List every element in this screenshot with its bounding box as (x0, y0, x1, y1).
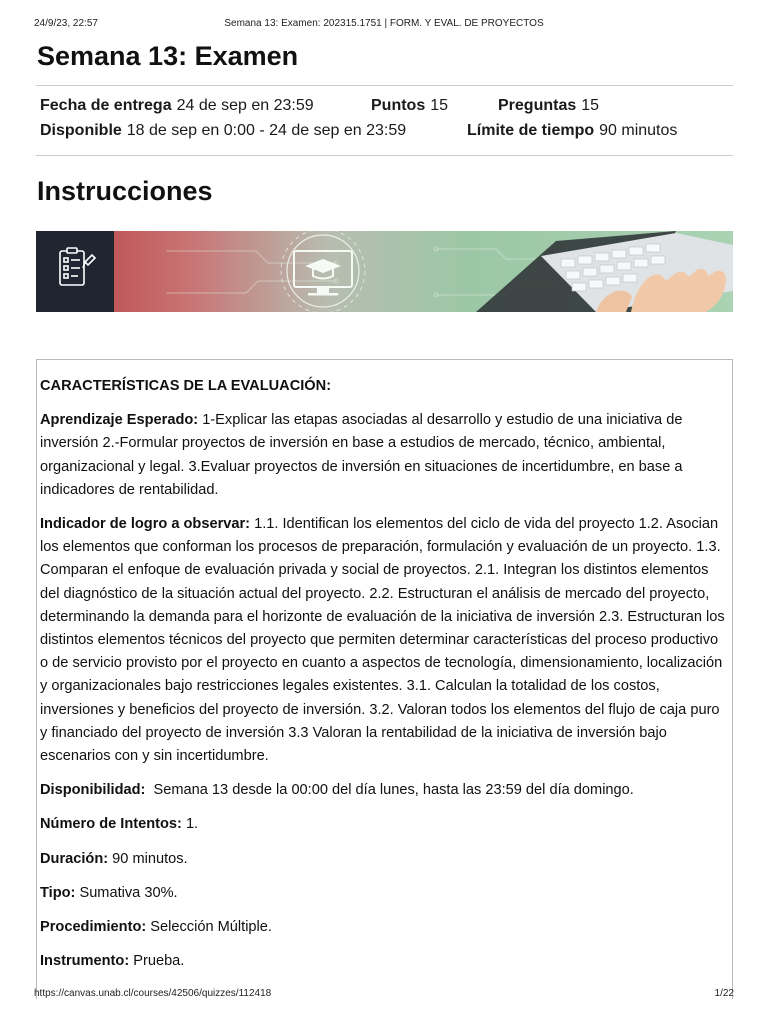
item-tipo (40, 882, 730, 905)
divider (36, 85, 733, 86)
instructions-box (36, 359, 733, 999)
availability (40, 122, 406, 140)
points-label: Puntos (371, 97, 426, 114)
page-title: Semana 13: Examen (37, 41, 299, 71)
time-limit (467, 122, 677, 140)
instructions-banner (36, 231, 733, 312)
item-procedimiento (40, 916, 730, 939)
item-numero-de-intentos (40, 813, 730, 836)
item-label: Duración: (40, 850, 109, 867)
item-label: Instrumento: (40, 953, 130, 970)
item-text: 90 minutos. (108, 850, 188, 867)
questions-value: 15 (581, 97, 600, 114)
points-value: 15 (430, 97, 449, 114)
page-number: 1/22 (714, 988, 734, 999)
section-heading: CARACTERÍSTICAS DE LA EVALUACIÓN: (40, 378, 332, 394)
item-disponibilidad (40, 779, 730, 802)
item-text: Selección Múltiple. (146, 919, 272, 936)
item-text: 1. (181, 816, 199, 833)
item-label: Número de Intentos: (40, 816, 182, 833)
print-page-title: Semana 13: Examen: 202315.1751 | FORM. Y EVAL. DE PROYECTOS (224, 18, 544, 29)
due-date-label: Fecha de entrega (40, 97, 172, 114)
time-limit-label: Límite de tiempo (467, 122, 595, 139)
item-text: Semana 13 desde la 00:00 del día lunes, hasta las 23:59 del día domingo. (145, 782, 634, 799)
instructions-content (40, 375, 730, 984)
item-duracion (40, 848, 730, 871)
item-label: Disponibilidad: (40, 782, 146, 799)
questions-label: Preguntas (498, 97, 577, 114)
page-url: https://canvas.unab.cl/courses/42506/quizzes/112418 (34, 988, 272, 999)
print-datetime: 24/9/23, 22:57 (34, 18, 98, 29)
item-label: Indicador de logro a observar: (40, 516, 251, 533)
questions (498, 97, 599, 115)
item-label: Procedimiento: (40, 919, 147, 936)
availability-value: 18 de sep en 0:00 - 24 de sep en 23:59 (126, 122, 407, 139)
item-text: 1.1. Identifican los elementos del ciclo de vida del proyecto 1.2. Asocian los elementos que conforman los procesos de preparación, formulación y evaluación de un proyecto. 1.3. Comparan el enfoque de evaluación privada y social de proyectos. 2.1. Integran los distintos elementos del diagnóstico de la situación actual del proyecto. 2.2. Estructuran el análisis de mercado del proyecto, determinando la demanda para el horizonte de evaluación de la iniciativa de inversión 2.3. Estructuran los distintos elementos técnicos del proyecto que permiten determinar características del proceso productivo o de servicio provisto por el proyecto en cuanto a aspectos de tecnología, dimensionamiento, localización y organizacionales bajo restricciones legales existentes. 3.1. Calculan la totalidad de los costos, inversiones y beneficios del proyecto de inversión. 3.2. Valoran todos los elementos del flujo de caja puro y financiado del proyecto de inversión 3.3 Valoran la rentabilidad de la iniciativa de inversión bajo escenarios con y sin incertidumbre. (40, 516, 725, 765)
item-aprendizaje-esperado (40, 409, 730, 502)
item-label: Aprendizaje Esperado: (40, 412, 199, 429)
points (371, 97, 448, 115)
print-footer (0, 988, 768, 1002)
due-date-value: 24 de sep en 23:59 (176, 97, 314, 114)
time-limit-value: 90 minutos (599, 122, 678, 139)
print-header (0, 18, 768, 32)
item-text: 1-Explicar las etapas asociadas al desarrollo y estudio de una iniciativa de inversión 2.-Formular proyectos de inversión en base a estudios de mercado, técnico, ambiental, organizacional y legal. 3.Evaluar proyectos de inversión en situaciones de incertidumbre, en base a indicadores de rentabilidad. (40, 412, 683, 498)
item-instrumento (40, 950, 730, 973)
item-label: Tipo: (40, 884, 76, 901)
instructions-heading: Instrucciones (37, 176, 213, 206)
due-date (40, 97, 314, 115)
item-indicador-de-logro (40, 513, 730, 768)
item-text: Sumativa 30%. (75, 884, 178, 901)
item-text: Prueba. (129, 953, 185, 970)
availability-label: Disponible (40, 122, 122, 139)
divider (36, 155, 733, 156)
